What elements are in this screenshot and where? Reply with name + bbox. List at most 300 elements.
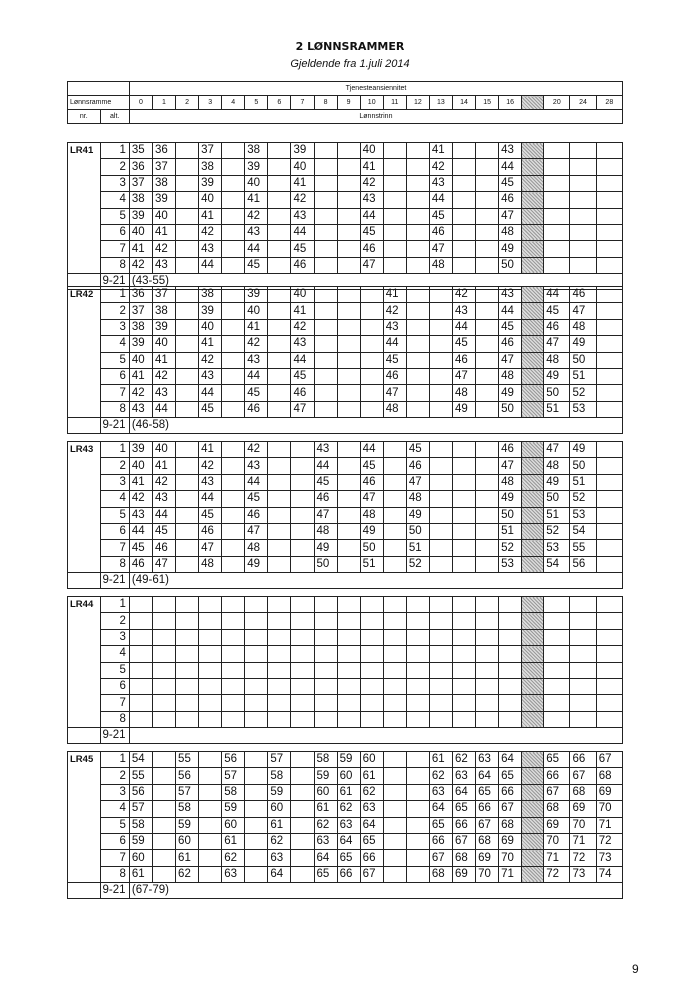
frame-footer-row [68,883,623,899]
salary-step [452,208,475,224]
salary-step: 57 [222,768,245,784]
salary-step: 38 [245,143,268,159]
salary-step [337,208,360,224]
salary-step: 46 [499,336,522,352]
salary-step: 47 [383,385,406,401]
salary-step [222,303,245,319]
salary-step [199,817,222,833]
salary-step [176,368,199,384]
salary-step [268,646,291,662]
hatched-separator [522,208,544,224]
salary-step [596,695,622,711]
salary-step: 43 [199,368,222,384]
salary-step [360,711,383,727]
salary-step: 65 [452,801,475,817]
footer-alt: 9-21 [100,573,129,589]
salary-step: 55 [570,540,596,556]
salary-step [406,336,429,352]
salary-step [222,224,245,240]
salary-step [596,711,622,727]
year-header: 12 [406,96,429,110]
salary-step: 68 [596,768,622,784]
salary-step: 49 [570,336,596,352]
salary-step: 38 [152,303,175,319]
salary-step: 68 [570,784,596,800]
salary-step: 52 [499,540,522,556]
alt-number: 1 [100,752,129,768]
salary-step [360,678,383,694]
alt-number: 8 [100,257,129,273]
salary-step [406,175,429,191]
salary-step: 71 [596,817,622,833]
table-row [68,257,623,273]
frame-footer-row [68,728,623,744]
salary-step: 41 [152,458,175,474]
salary-step: 66 [452,817,475,833]
salary-step [176,695,199,711]
salary-step: 46 [314,491,337,507]
alt-number: 5 [100,507,129,523]
salary-step [245,801,268,817]
salary-step: 70 [570,817,596,833]
salary-step [129,646,152,662]
salary-step: 65 [476,784,499,800]
salary-step: 60 [314,784,337,800]
salary-step [245,850,268,866]
salary-step: 61 [360,768,383,784]
salary-step [337,613,360,629]
salary-step [544,159,570,175]
salary-step [476,175,499,191]
salary-step: 51 [499,523,522,539]
salary-step: 46 [152,540,175,556]
salary-step [245,752,268,768]
salary-step [499,678,522,694]
salary-step: 61 [314,801,337,817]
salary-step: 58 [314,752,337,768]
salary-step [314,159,337,175]
salary-step: 61 [129,866,152,882]
salary-step [291,801,314,817]
salary-step [406,678,429,694]
salary-step: 45 [314,474,337,490]
salary-step [406,801,429,817]
salary-step [596,613,622,629]
salary-step [596,352,622,368]
year-header: 13 [429,96,452,110]
table-row [68,491,623,507]
salary-step: 44 [360,208,383,224]
salary-step [222,540,245,556]
salary-step [476,257,499,273]
salary-step: 37 [152,287,175,303]
salary-step: 36 [129,159,152,175]
salary-step: 38 [199,287,222,303]
salary-step [360,662,383,678]
salary-step [337,662,360,678]
salary-step [314,241,337,257]
salary-step: 62 [314,817,337,833]
frame-id: LR41 [68,143,101,274]
salary-step: 44 [245,241,268,257]
salary-step [429,695,452,711]
salary-step [222,507,245,523]
salary-step: 50 [544,491,570,507]
salary-step [452,241,475,257]
salary-step [199,752,222,768]
table-row [68,159,623,175]
column-header [67,81,623,124]
salary-frame-table [67,441,623,589]
salary-step: 48 [314,523,337,539]
salary-step [268,385,291,401]
hatched-separator [522,850,544,866]
salary-step [222,678,245,694]
salary-step: 63 [222,866,245,882]
salary-step [337,257,360,273]
alt-number: 3 [100,629,129,645]
salary-step: 43 [383,319,406,335]
salary-step [360,597,383,613]
salary-step [152,833,175,849]
hatched-separator [522,241,544,257]
salary-step [176,303,199,319]
salary-step [337,401,360,417]
salary-step [429,319,452,335]
salary-step [429,711,452,727]
alt-number: 6 [100,678,129,694]
salary-step [429,474,452,490]
footer-alt: 9-21 [100,883,129,899]
salary-step [176,646,199,662]
salary-step: 67 [596,752,622,768]
salary-step [452,159,475,175]
salary-step [222,192,245,208]
salary-step: 60 [337,768,360,784]
salary-step: 43 [245,458,268,474]
salary-step: 46 [499,192,522,208]
salary-step: 44 [452,319,475,335]
salary-step: 39 [129,208,152,224]
salary-step [406,208,429,224]
salary-step: 40 [129,224,152,240]
salary-step [383,752,406,768]
table-row [68,540,623,556]
alt-number: 8 [100,401,129,417]
salary-step [406,768,429,784]
salary-step: 64 [429,801,452,817]
salary-step [383,646,406,662]
salary-step [570,613,596,629]
salary-step [596,319,622,335]
salary-step [383,613,406,629]
salary-step: 39 [199,175,222,191]
salary-step [199,784,222,800]
salary-step: 47 [152,556,175,572]
salary-step [429,368,452,384]
year-header: 11 [383,96,406,110]
salary-step [596,303,622,319]
salary-step: 44 [499,303,522,319]
salary-step: 40 [360,143,383,159]
salary-step [476,192,499,208]
salary-step: 64 [268,866,291,882]
salary-step [337,491,360,507]
salary-step: 69 [570,801,596,817]
salary-step: 47 [544,336,570,352]
salary-step [222,336,245,352]
salary-step [383,662,406,678]
salary-step: 48 [570,319,596,335]
salary-frame-table [67,751,623,899]
salary-step: 51 [406,540,429,556]
footer-blank [68,883,101,899]
salary-step [268,711,291,727]
salary-step [476,507,499,523]
salary-step: 43 [291,208,314,224]
footer-blank [68,418,101,434]
table-row [68,768,623,784]
frame-label: Lønnsramme [68,96,130,110]
salary-step [314,192,337,208]
salary-step: 41 [360,159,383,175]
salary-step [222,319,245,335]
salary-step: 51 [570,368,596,384]
salary-step [570,257,596,273]
salary-step: 53 [570,401,596,417]
salary-step [383,507,406,523]
salary-step [476,287,499,303]
salary-step [476,695,499,711]
alt-number: 4 [100,336,129,352]
salary-step [337,303,360,319]
salary-step [337,646,360,662]
alt-number: 5 [100,662,129,678]
salary-step [570,159,596,175]
salary-step [596,629,622,645]
salary-step: 45 [544,303,570,319]
salary-step [406,784,429,800]
salary-step: 42 [129,385,152,401]
table-row [68,336,623,352]
salary-step: 64 [476,768,499,784]
salary-step [596,474,622,490]
salary-step [222,287,245,303]
year-header: 28 [596,96,622,110]
salary-step: 41 [383,287,406,303]
hatched-separator [522,96,544,110]
table-row [68,474,623,490]
service-label: Tjenesteansiennitet [129,82,622,96]
salary-step: 68 [499,817,522,833]
salary-step [429,540,452,556]
salary-step [314,695,337,711]
salary-step: 73 [570,866,596,882]
salary-step [291,540,314,556]
salary-step: 41 [291,303,314,319]
salary-step [570,711,596,727]
salary-step [268,523,291,539]
salary-step: 45 [245,257,268,273]
salary-step [222,175,245,191]
salary-step: 42 [129,491,152,507]
salary-step: 43 [452,303,475,319]
salary-step [476,613,499,629]
hatched-separator [522,491,544,507]
salary-step: 40 [129,352,152,368]
salary-step [452,613,475,629]
hatched-separator [522,833,544,849]
salary-step [383,458,406,474]
salary-step: 63 [452,768,475,784]
salary-step: 46 [383,368,406,384]
salary-step: 69 [499,833,522,849]
salary-step: 61 [429,752,452,768]
salary-step [476,352,499,368]
salary-step [222,401,245,417]
salary-step: 41 [129,368,152,384]
salary-step [406,866,429,882]
salary-step: 62 [452,752,475,768]
salary-step [222,352,245,368]
salary-step [452,224,475,240]
salary-step: 41 [199,336,222,352]
salary-step [245,646,268,662]
salary-step: 45 [291,241,314,257]
salary-step: 47 [406,474,429,490]
salary-step: 40 [291,287,314,303]
salary-step [596,646,622,662]
salary-step [596,442,622,458]
salary-step: 49 [452,401,475,417]
salary-step: 42 [291,192,314,208]
salary-step: 49 [314,540,337,556]
alt-number: 8 [100,866,129,882]
salary-step: 37 [152,159,175,175]
salary-step [245,629,268,645]
salary-step: 67 [544,784,570,800]
salary-step: 37 [129,303,152,319]
salary-step [222,597,245,613]
salary-step [429,507,452,523]
salary-step: 47 [499,458,522,474]
table-row [68,662,623,678]
salary-step [152,597,175,613]
salary-step [596,241,622,257]
salary-step [176,241,199,257]
salary-step: 69 [544,817,570,833]
salary-step: 64 [452,784,475,800]
salary-step: 63 [429,784,452,800]
salary-step: 60 [268,801,291,817]
salary-step [429,646,452,662]
salary-step: 47 [544,442,570,458]
salary-step [544,613,570,629]
salary-step: 44 [360,442,383,458]
salary-step [268,208,291,224]
salary-step [452,629,475,645]
salary-step [337,442,360,458]
salary-step: 41 [429,143,452,159]
salary-step [544,711,570,727]
salary-step: 43 [314,442,337,458]
salary-step: 67 [476,817,499,833]
salary-step [499,662,522,678]
salary-step: 57 [268,752,291,768]
year-header: 4 [222,96,245,110]
salary-step: 60 [360,752,383,768]
salary-step [291,711,314,727]
salary-step [314,352,337,368]
salary-step: 70 [499,850,522,866]
salary-step [337,678,360,694]
salary-step [452,678,475,694]
salary-step: 65 [544,752,570,768]
salary-step: 68 [429,866,452,882]
page-number: 9 [632,962,639,976]
salary-step [476,556,499,572]
salary-step [383,491,406,507]
salary-step [337,523,360,539]
year-header: 7 [291,96,314,110]
salary-step [291,613,314,629]
salary-step [291,695,314,711]
salary-step [268,319,291,335]
salary-step: 40 [199,319,222,335]
salary-step: 42 [129,257,152,273]
salary-step: 47 [499,352,522,368]
salary-step [291,442,314,458]
salary-step: 67 [360,866,383,882]
footer-range [129,728,622,744]
salary-step: 59 [268,784,291,800]
salary-step: 57 [129,801,152,817]
salary-step [596,678,622,694]
salary-step [596,662,622,678]
salary-step: 69 [452,866,475,882]
salary-step [476,303,499,319]
salary-step [570,695,596,711]
salary-step [176,474,199,490]
salary-step: 48 [499,474,522,490]
hatched-separator [522,556,544,572]
salary-step: 58 [268,768,291,784]
salary-step [544,257,570,273]
salary-step [268,192,291,208]
hatched-separator [522,159,544,175]
hatched-separator [522,711,544,727]
frame-footer-row [68,418,623,434]
salary-step [268,159,291,175]
alt-number: 3 [100,474,129,490]
salary-step [360,646,383,662]
salary-step: 63 [337,817,360,833]
salary-step [383,175,406,191]
salary-step [406,711,429,727]
salary-step: 41 [291,175,314,191]
salary-step [314,175,337,191]
salary-step [429,336,452,352]
table-row [68,646,623,662]
salary-step [383,629,406,645]
salary-step [176,507,199,523]
table-row [68,711,623,727]
table-row [68,833,623,849]
salary-step: 45 [452,336,475,352]
salary-step: 44 [152,401,175,417]
salary-step: 48 [544,458,570,474]
salary-step: 45 [360,458,383,474]
